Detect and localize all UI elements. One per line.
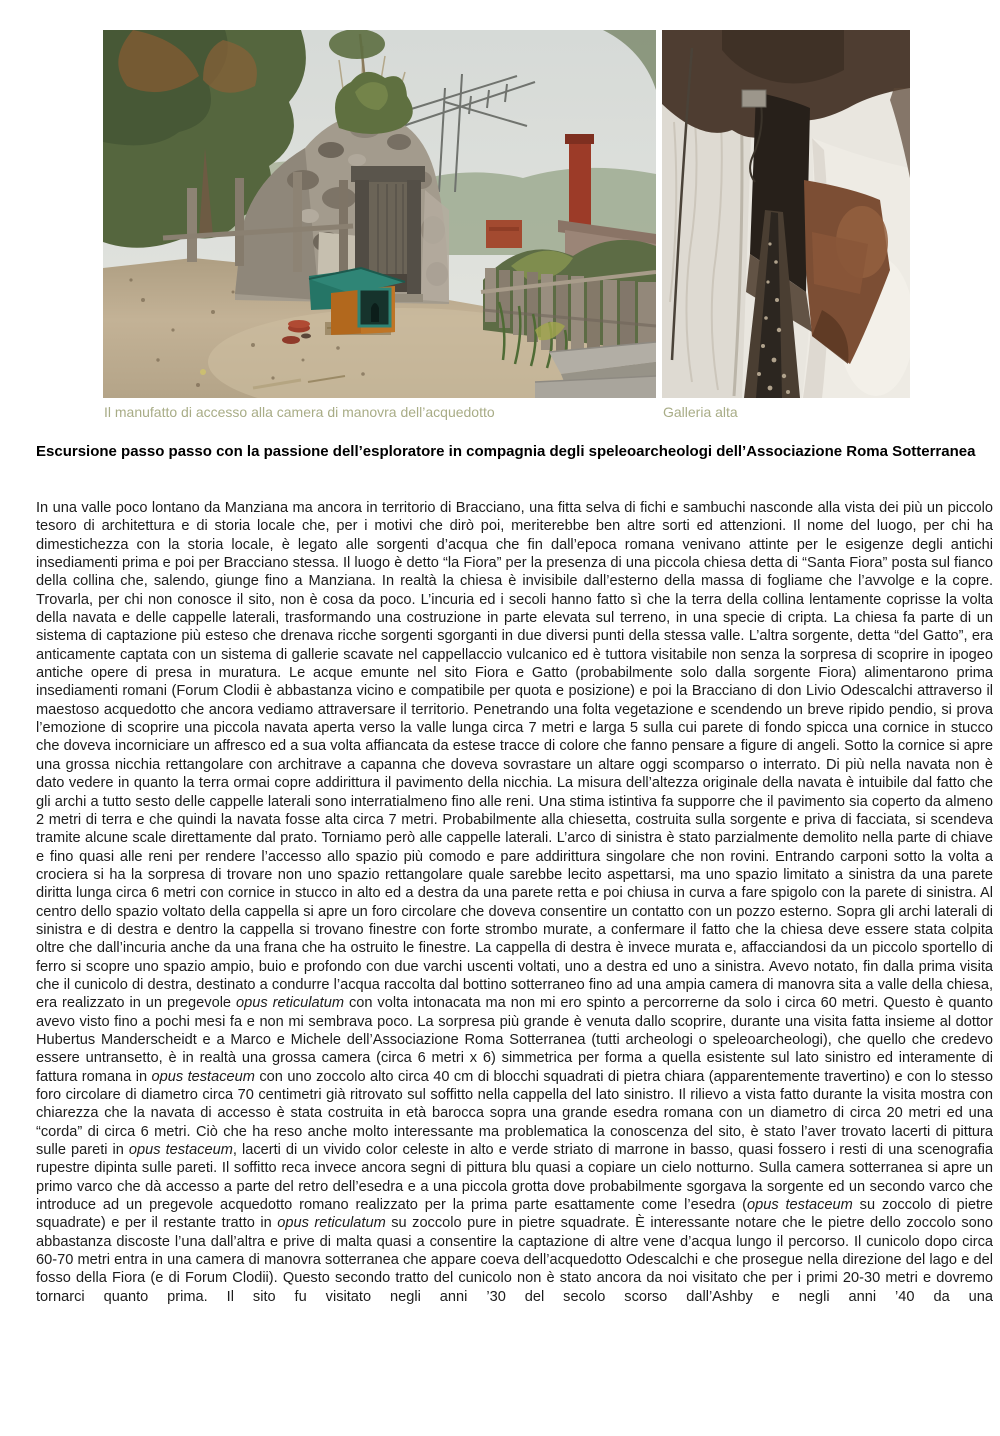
photo-caption-right: Galleria alta	[663, 404, 738, 420]
article-heading: Escursione passo passo con la passione dell’esploratore in compagnia degli speleoarcheologi dell’Associazione Roma Sotterranea	[36, 443, 976, 460]
photo-access-structure	[103, 30, 656, 398]
photo-access-structure-art	[103, 30, 656, 398]
photo-gallery-art	[662, 30, 910, 398]
photo-caption-left: Il manufatto di accesso alla camera di manovra dell’acquedotto	[104, 404, 495, 420]
article-body: In una valle poco lontano da Manziana ma ancora in territorio di Bracciano, una fitta selva di fichi e sambuchi nasconde alla vista dei più un piccolo tesoro di architettura e di storia locale che, per i motivi che dirò poi, meriterebbe ben altre sorti ed attenzioni. Il nome del luogo, per chi ha dimestichezza con la storia locale, è legato alle sorgenti d’acqua che fin dall’epoca romana venivano attinte per le esigenze degli antichi insediamenti prima e poi per Bracciano stessa. Il luogo è detto “la Fiora” per la presenza di una piccola chiesa detta di “Santa Fiora” posta sul fianco della collina che, salendo, giunge fino a Manziana. In realtà la chiesa è invisibile dall’esterno della massa di fogliame che l’avvolge e la copre. Trovarla, per chi non conosce il sito, non è cosa da poco. L’incuria ed i secoli hanno fatto sì che la terra della collina lentamente coprisse la volta della navata e delle cappelle laterali, trasformando una costruzione in parte elevata sul terreno, in una specie di cripta. La chiesa fa parte di un sistema di captazione più esteso che drenava ricche sorgenti sgorganti in due diversi punti della stessa valle. L’altra sorgente, detta “del Gatto”, era anticamente captata con un sistema di gallerie scavate nel cappellaccio vulcanico ed è tuttora visitabile non senza la sorpresa di scoprire in ipogeo antiche opere di presa in muratura. Le acque emunte nel sito Fiora e Gatto (probabilmente solo dalla sorgente Fiora) alimentarono prima insediamenti romani (Forum Clodii è abbastanza vicino e compatibile per quota e posizione) e poi la Bracciano di don Livio Odescalchi attraverso il maestoso acquedotto che ancora vediamo attraversare il territorio. Penetrando una folta vegetazione e scendendo un breve ripido pendio, si prova l’emozione di scoprire una piccola navata aperta verso la valle lunga circa 7 metri e larga 5 sulla cui parete di fondo spicca una cornice in stucco che doveva incorniciare un affresco ed a sua volta affiancata da estese tracce di colore che fanno pensare a figure di angeli. Sotto la cornice si apre una grossa nicchia rettangolare con architrave a capanna che doveva sovrastare un altare oggi scomparso o interrato. Di più nella navata non è dato vedere in quanto la terra ormai copre addirittura il pavimento della nicchia. La misura dell’altezza originale della navata è intuibile dal fatto che gli archi a tutto sesto delle cappelle laterali sono interratialmeno fino alle reni. Una stima istintiva fa supporre che il pavimento sia coperto da almeno 2 metri di terra e che quindi la navata fosse alta circa 7 metri. Probabilmente alla chiesetta, costruita sulla sorgente e priva di facciata, si scendeva tramite alcune scale direttamente dal prato. Torniamo però alle cappelle laterali. L’arco di sinistra è stato parzialmente demolito nella parte di chiave e fino quasi alle reni per rendere l’accesso allo spazio più comodo e pare addirittura singolare che non rovini. Entrando carponi sotto la volta a crociera si ha la sorpresa di trovare non uno spazio rettangolare quale sarebbe lecito aspettarsi, ma uno spazio limitato a sinistra da una parete diritta lunga circa 6 metri con cornice in stucco in alto ed a destra da una parete retta e poi chiusa in curva a fare spigolo con la parete di sinistra. Al centro dello spazio voltato della cappella si apre un foro circolare che doveva consentire un contatto con un pozzo esterno. Sopra gli archi laterali di sinistra e di destra e dentro la cappella si trovano finestre con forte strombo murate, a confermare il fatto che la chiesa deve essere stata colpita oltre che dall’incuria anche da una frana che ha ostruito le finestre. La cappella di destra è invece murata e, affacciandosi da un piccolo sportello di ferro si scopre uno spazio ampio, buio e profondo con due varchi uscenti voltati, uno a destra ed uno a sinistra. Avevo notato, fin dalla prima visita che il cunicolo di destra, destinato a condurre l’acqua raccolta dal bottino sotterraneo fino ad una ampia camera di manovra sita a valle della chiesa, era realizzato in un pregevole opus reticulatum con volta intonacata ma non mi ero spinto a percorrerne da solo i circa 60 metri. Questo è quanto avevo visto fino a pochi mesi fa e non mi sembrava poco. La sorpresa più grande è venuta dallo scoprire, durante una visita fatta insieme al dottor Hubertus Manderscheidt e a Marco e Michele dell’Associazione Roma Sotterranea (tutti archeologi o speleoarcheologi), che quello che credevo essere untransetto, è in realtà una grossa camera (circa 6 metri x 6) simmetrica per forma a quella esistente sul lato sinistro ed interamente di fattura romana in opus testaceum con uno zoccolo alto circa 40 cm di blocchi squadrati di pietra chiara (apparentemente travertino) e con lo stesso foro circolare di diametro circa 70 centimetri già ritrovato sul soffitto nella cappella del lato sinistro. Il rilievo a vista fatto durante la visita mostra con chiarezza che la navata di accesso è stata costruita in età barocca sopra una grande esedra romana con un diametro di circa 20 metri ed una “corda” di circa 6 metri. Ciò che ha reso anche molto interessante ma problematica la conoscenza del sito, è stato l’aver trovato lacerti di pittura sulle pareti in opus testaceum, lacerti di un vivido color celeste in alto e verde striato di marrone in basso, quasi fossero i resti di una scenografia rupestre dipinta sulle pareti. Il soffitto reca invece ancora segni di pittura blu quasi a copiare un cielo notturno. Sulla camera sotterranea si apre un primo varco che dà accesso a parte del retro dell’esedra e a una piccola grotta dove probabilmente sgorgava la sorgente ed un secondo varco che introduce ad un pregevole acquedotto romano realizzato per la prima parte esattamente come l’esedra (opus testaceum su zoccolo di pietre squadrate) e per il restante tratto in opus reticulatum su zoccolo pure in pietre squadrate. È interessante notare che le pietre dello zoccolo sono abbastanza discoste l’una dall’altra e prive di malta quasi a consentire la captazione di altre vene d’acqua lungo il percorso. Il cunicolo dopo circa 60-70 metri entra in una camera di manovra sotterranea che appare coeva dell’acquedotto Odescalchi e che prosegue nella direzione del lago e del fosso della Fiora (e di Forum Clodii). Questo secondo tratto del cunicolo non è stato ancora da noi visitato che per i primi 20-30 metri e dovremo tornarci quanto prima. Il sito fu visitato negli anni ’30 del secolo scorso dall’Ashby e negli anni ’40 da una	[36, 500, 994, 1305]
wall-box	[742, 90, 766, 107]
photo-gallery	[662, 30, 910, 398]
